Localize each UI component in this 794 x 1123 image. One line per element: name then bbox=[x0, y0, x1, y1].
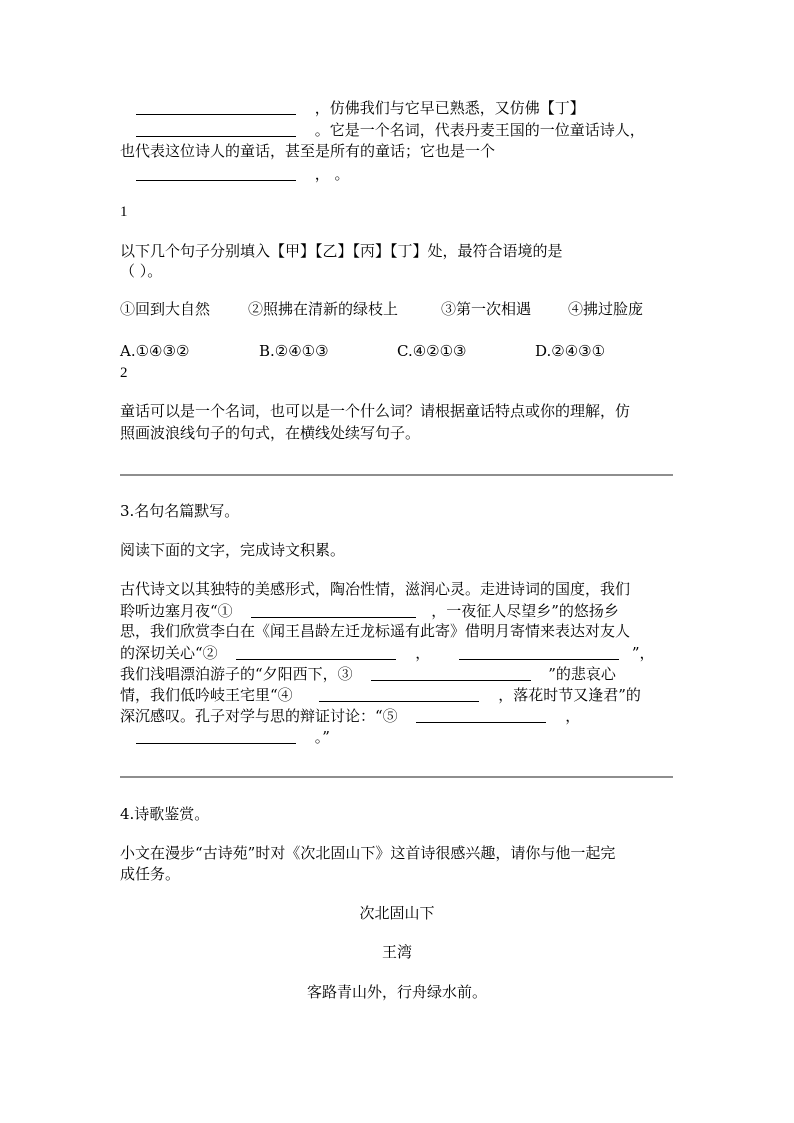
question-number: 2 bbox=[120, 365, 128, 381]
passage-text: 我们浅唱漂泊游子的“夕阳西下，③ bbox=[120, 665, 353, 683]
instruction-text: 小文在漫步“古诗苑”时对《次北固山下》这首诗很感兴趣，请你与他一起完 bbox=[120, 844, 616, 862]
answer-blank-4[interactable] bbox=[319, 683, 479, 702]
answer-blank-2b[interactable] bbox=[459, 641, 619, 660]
section-title: 3.名句名篇默写。 bbox=[120, 502, 240, 520]
answer-blank-5b[interactable] bbox=[136, 725, 296, 744]
answer-blank-2a[interactable] bbox=[236, 641, 396, 660]
passage-line bbox=[120, 683, 641, 706]
passage-text: ， 。 bbox=[314, 165, 350, 183]
passage-text: 。它是一个名词，代表丹麦王国的一位童话诗人， bbox=[314, 121, 645, 139]
passage-text: ， bbox=[565, 707, 581, 725]
choice-item: ④拂过脸庞 bbox=[568, 300, 644, 318]
answer-blank[interactable] bbox=[136, 118, 296, 137]
question-stem: 童话可以是一个名词，也可以是一个什么词？请根据童话特点或你的理解，仿 bbox=[120, 402, 631, 420]
poem-author: 王湾 bbox=[381, 943, 412, 961]
section-title: 4.诗歌鉴赏。 bbox=[120, 805, 210, 823]
option-c[interactable]: C.④②①③ bbox=[397, 342, 467, 360]
passage-text: 聆听边塞月夜“① bbox=[120, 602, 233, 620]
poem-title: 次北固山下 bbox=[359, 904, 435, 922]
answer-blank-3[interactable] bbox=[371, 662, 531, 681]
passage-line bbox=[120, 704, 580, 727]
choice-item: ①回到大自然 bbox=[120, 300, 211, 318]
passage-text: 古代诗文以其独特的美感形式，陶冶性情，滋润心灵。走进诗词的国度，我们 bbox=[120, 580, 631, 598]
option-d[interactable]: D.②④③① bbox=[535, 342, 606, 360]
passage-line bbox=[120, 599, 619, 622]
passage-text: 的深切关心“② bbox=[120, 644, 218, 662]
question-stem: 以下几个句子分别填入【甲】【乙】【丙】【丁】处，最符合语境的是 bbox=[120, 242, 563, 260]
question-stem: 照画波浪线句子的句式，在横线处续写句子。 bbox=[120, 424, 421, 442]
instruction-text: 阅读下面的文字，完成诗文积累。 bbox=[120, 541, 346, 559]
passage-text: 情，我们低吟岐王宅里“④ bbox=[120, 686, 293, 704]
section-divider bbox=[120, 474, 673, 476]
option-b[interactable]: B.②④①③ bbox=[259, 342, 329, 360]
question-number: 1 bbox=[120, 204, 128, 220]
instruction-text: 成任务。 bbox=[120, 865, 181, 883]
passage-text: ，落花时节又逢君”的 bbox=[498, 686, 641, 704]
passage-line-3: 也代表这位诗人的童话，甚至是所有的童话；它也是一个 bbox=[120, 142, 496, 160]
answer-parentheses: （ ）。 bbox=[120, 262, 163, 280]
passage-line-1 bbox=[136, 96, 585, 119]
passage-line-2 bbox=[136, 118, 645, 141]
option-a[interactable]: A.①④③② bbox=[120, 342, 190, 360]
passage-text: 深沉感叹。孔子对学与思的辩证讨论：“⑤ bbox=[120, 707, 398, 725]
choice-item: ③第一次相遇 bbox=[441, 300, 532, 318]
passage-text: 思，我们欣赏李白在《闻王昌龄左迁龙标遥有此寄》借明月寄情来表达对友人 bbox=[120, 622, 631, 640]
passage-line bbox=[120, 662, 616, 685]
passage-text: 。” bbox=[314, 728, 330, 746]
passage-line bbox=[120, 641, 654, 664]
choice-item: ②照拂在清新的绿枝上 bbox=[248, 300, 399, 318]
answer-blank[interactable] bbox=[136, 162, 296, 181]
answer-blank[interactable] bbox=[136, 96, 296, 115]
answer-blank-1[interactable] bbox=[251, 599, 416, 618]
passage-text: ”的悲哀心 bbox=[548, 665, 616, 683]
section-divider bbox=[120, 776, 673, 778]
passage-text: ，一夜征人尽望乡”的悠扬乡 bbox=[431, 602, 619, 620]
passage-line-4 bbox=[136, 162, 350, 185]
answer-blank-5a[interactable] bbox=[416, 704, 546, 723]
passage-text: ，仿佛我们与它早已熟悉，又仿佛【丁】 bbox=[314, 99, 585, 117]
passage-text: ”， bbox=[631, 644, 655, 662]
passage-line bbox=[136, 725, 330, 748]
poem-line: 客路青山外，行舟绿水前。 bbox=[306, 983, 487, 1001]
passage-text: ， bbox=[415, 644, 431, 662]
